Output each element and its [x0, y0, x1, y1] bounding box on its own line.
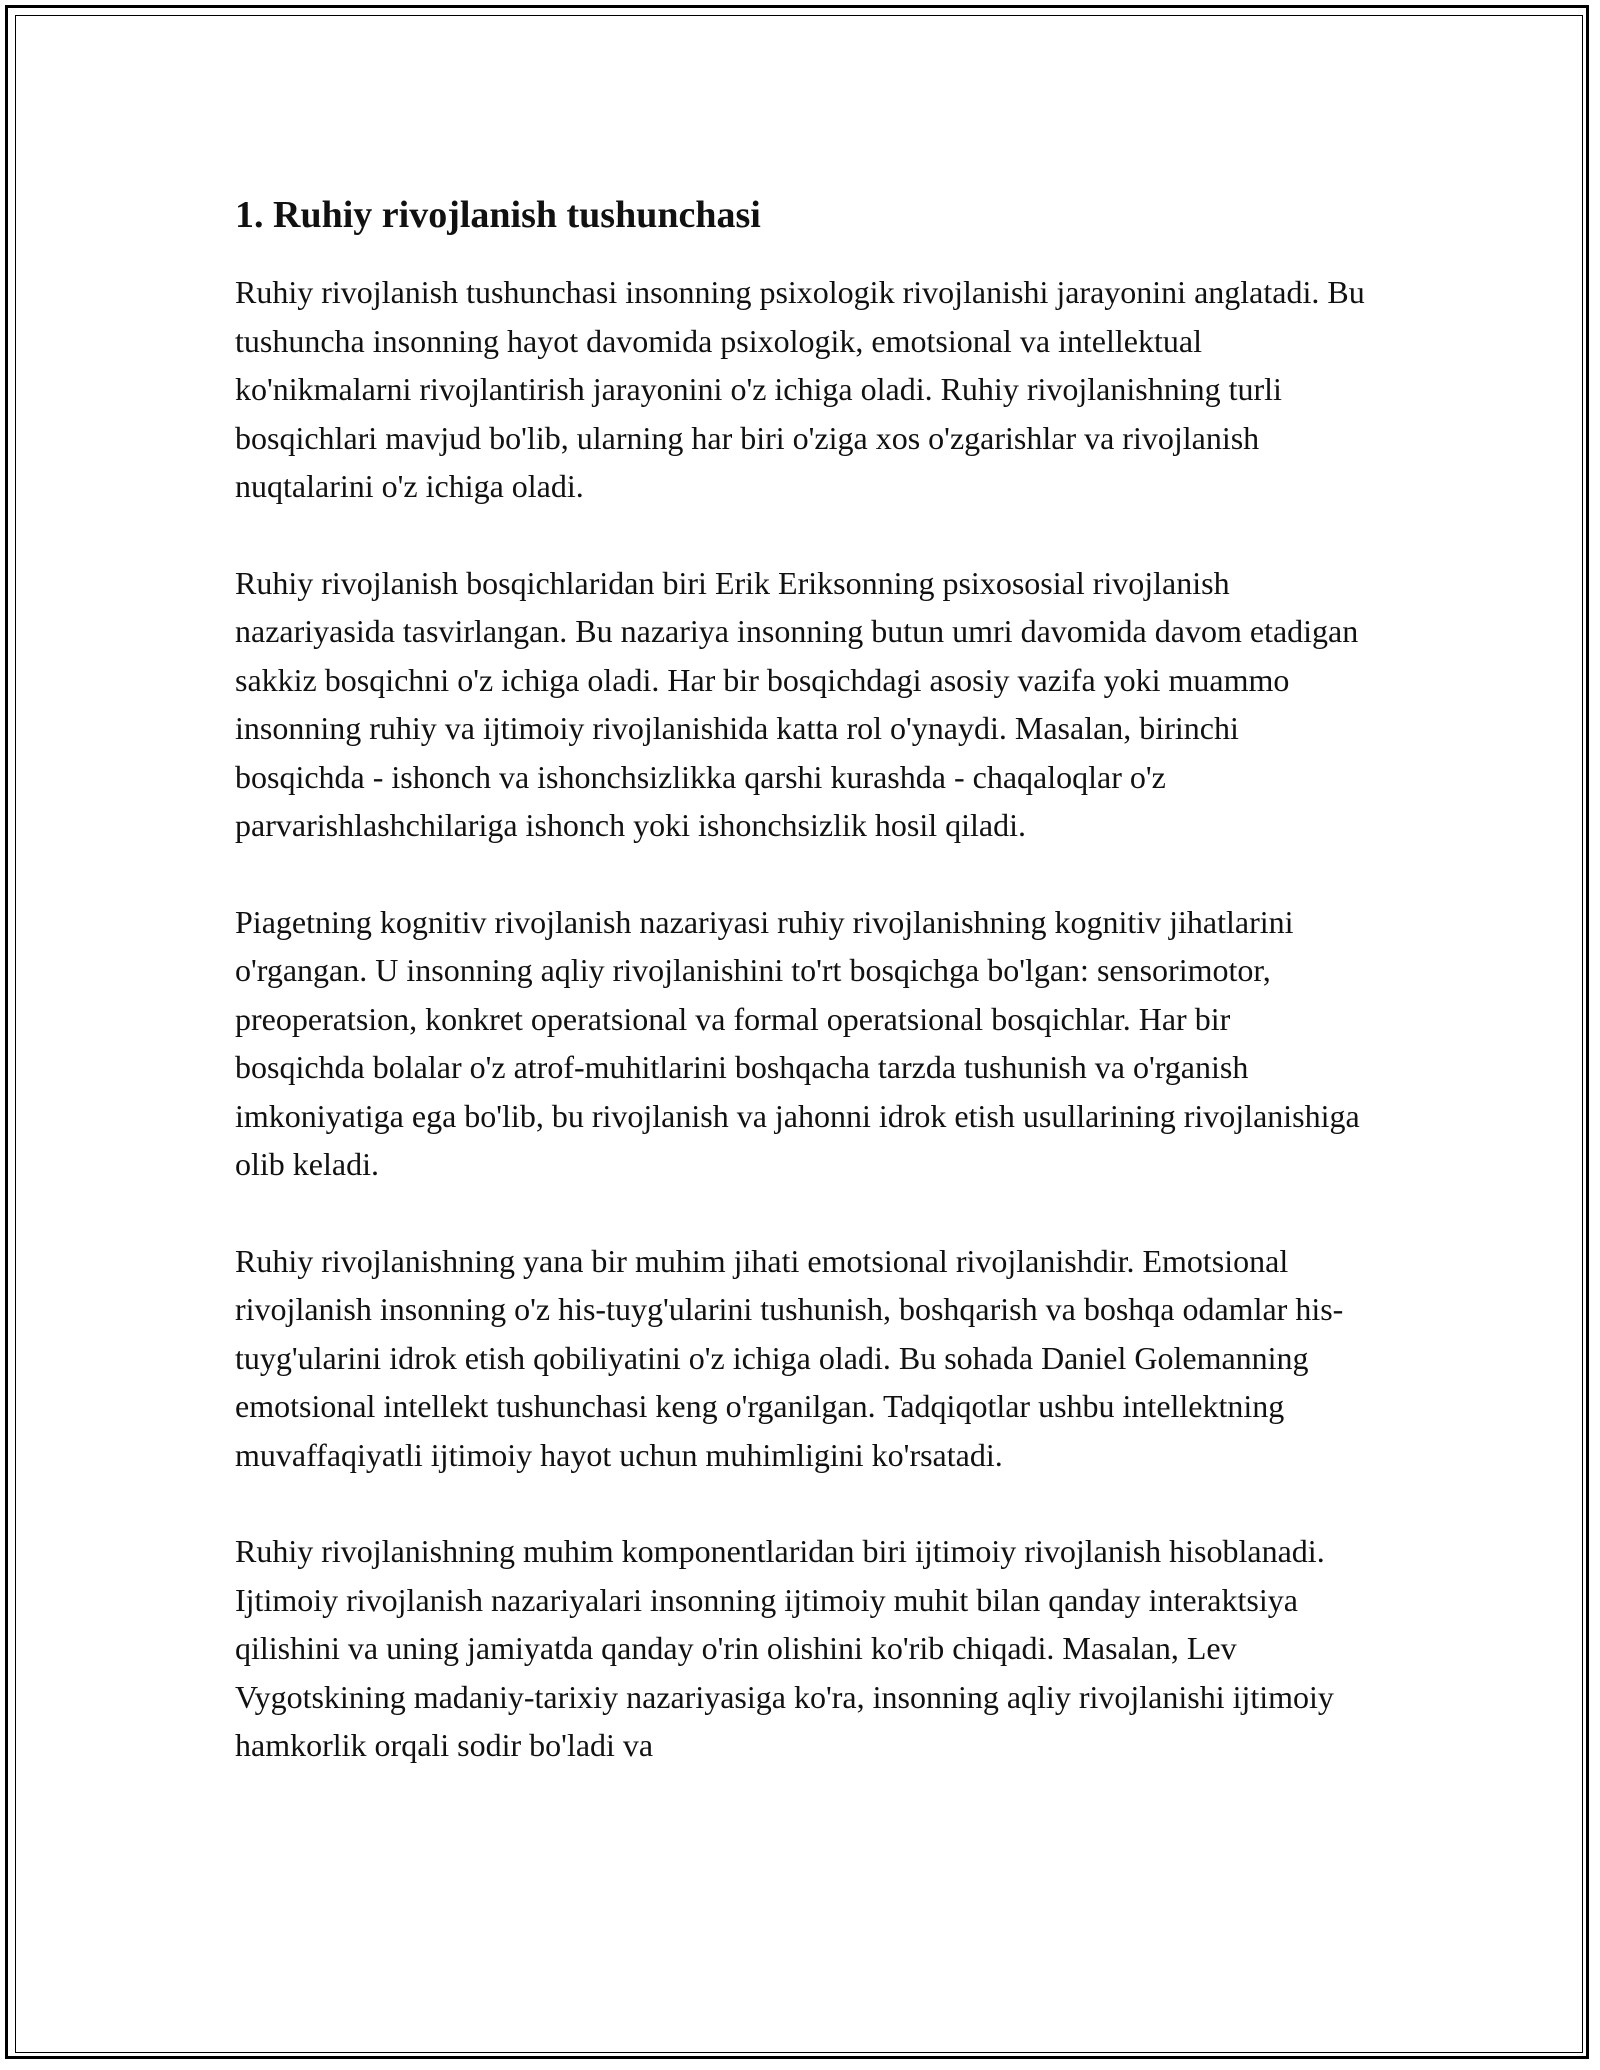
section-heading: 1. Ruhiy rivojlanish tushunchasi: [235, 194, 761, 236]
paragraph-2: Ruhiy rivojlanish bosqichlaridan biri Erik Eriksonning psixososial rivojlanish nazariyasida tasvirlangan. Bu nazariya insonning butun umri davomida davom etadigan sakkiz bosqichni o'z ichiga oladi. Har bir bosqichdagi asosiy vazifa yoki muammo insonning ruhiy va ijtimoiy rivojlanishida katta rol o'ynaydi. Masalan, birinchi bosqichda - ishonch va ishonchsizlikka qarshi kurashda - chaqaloqlar o'z parvarishlashchilariga ishonch yoki ishonchsizlik hosil qiladi.: [235, 564, 1359, 843]
paragraph-4: Ruhiy rivojlanishning yana bir muhim jihati emotsional rivojlanishdir. Emotsional rivojlanish insonning o'z his-tuyg'ularini tushunish, boshqarish va boshqa odamlar his-tuyg'ularini idrok etish qobiliyatini o'z ichiga oladi. Bu sohada Daniel Golemanning emotsional intellekt tushunchasi keng o'rganilgan. Tadqiqotlar ushbu intellektning muvaffaqiyatli ijtimoiy hayot uchun muhimligini ko'rsatadi.: [235, 1242, 1344, 1473]
paragraph-5: Ruhiy rivojlanishning muhim komponentlaridan biri ijtimoiy rivojlanish hisoblanadi. Ijtimoiy rivojlanish nazariyalari insonning ijtimoiy muhit bilan qanday interaktsiya qilishini va uning jamiyatda qanday o'rin olishini ko'rib chiqadi. Masalan, Lev Vygotskining madaniy-tarixiy nazariyasiga ko'ra, insonning aqliy rivojlanishi ijtimoiy hamkorlik orqali sodir bo'ladi va: [235, 1533, 1334, 1763]
paragraph-3: Piagetning kognitiv rivojlanish nazariyasi ruhiy rivojlanishning kognitiv jihatlarini o'rgangan. U insonning aqliy rivojlanishini to'rt bosqichga bo'lgan: sensorimotor, preoperatsion, konkret operatsional va formal operatsional bosqichlar. Har bir bosqichda bolalar o'z atrof-muhitlarini boshqacha tarzda tushunish va o'rganish imkoniyatiga ega bo'lib, bu rivojlanish va jahonni idrok etish usullarining rivojlanishiga olib keladi.: [235, 903, 1360, 1182]
document-body: [235, 180, 1365, 1818]
paragraph-1: Ruhiy rivojlanish tushunchasi insonning psixologik rivojlanishi jarayonini anglatadi. Bu tushuncha insonning hayot davomida psixologik, emotsional va intellektual ko'nikmalarni rivojlantirish jarayonini o'z ichiga oladi. Ruhiy rivojlanishning turli bosqichlari mavjud bo'lib, ularning har biri o'ziga xos o'zgarishlar va rivojlanish nuqtalarini o'z ichiga oladi.: [235, 274, 1365, 504]
